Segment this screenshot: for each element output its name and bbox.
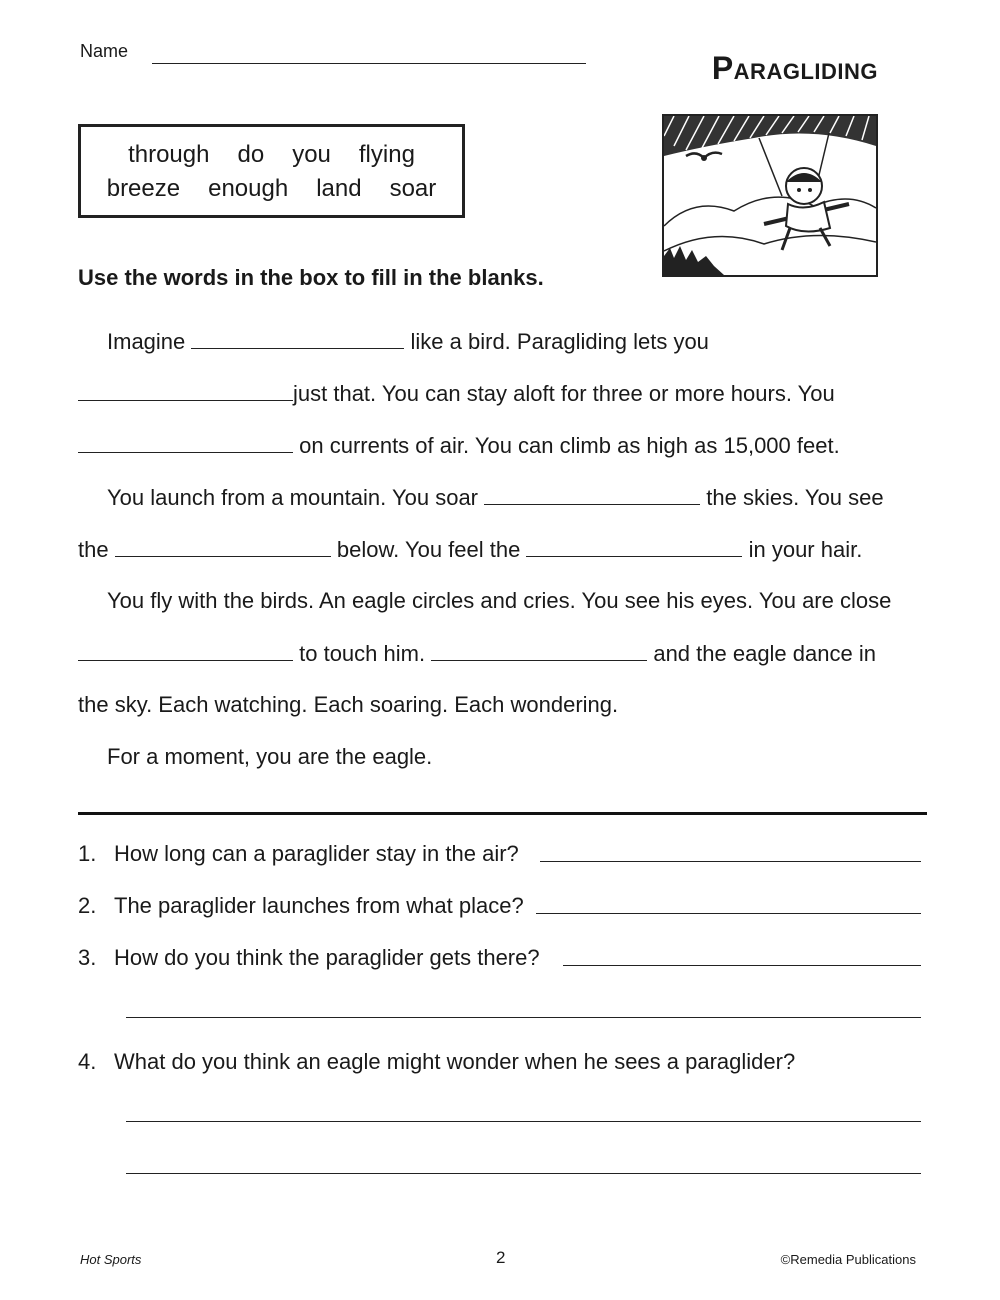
question-text: What do you think an eagle might wonder when he sees a paraglider? [114, 1049, 796, 1074]
answer-line[interactable] [126, 1121, 921, 1122]
word-bank-item: breeze [106, 175, 181, 202]
word-bank-row [81, 141, 462, 169]
passage-text: the skies. You see [706, 485, 884, 510]
answer-line[interactable] [563, 965, 921, 966]
page-title: Paragliding [711, 50, 878, 86]
word-bank-item: through [128, 141, 210, 168]
fill-blank[interactable] [526, 536, 742, 557]
paraglider-illustration [662, 114, 878, 277]
fill-blank[interactable] [78, 432, 293, 453]
answer-line[interactable] [540, 861, 921, 862]
footer-book-title: Hot Sports [80, 1252, 142, 1267]
question-number: 3. [78, 945, 97, 970]
passage-line [107, 484, 884, 511]
word-bank-item: soar [389, 175, 437, 202]
fill-blank[interactable] [191, 328, 404, 349]
passage-text: the [78, 537, 109, 562]
passage-line [107, 328, 709, 355]
question-text: How do you think the paraglider gets there? [114, 945, 540, 970]
word-bank-item: flying [358, 141, 415, 168]
question-2 [78, 893, 524, 919]
question-4 [78, 1049, 795, 1075]
question-number: 2. [78, 893, 97, 918]
paraglider-drawing [664, 116, 876, 275]
passage-line [78, 380, 835, 407]
name-label: Name [80, 41, 129, 61]
passage-text: just that. You can stay aloft for three or more hours. You [293, 381, 835, 406]
passage-text: to touch him. [299, 641, 426, 666]
word-bank-item: do [237, 141, 265, 168]
word-bank-row [81, 175, 462, 203]
passage-text: You launch from a mountain. You soar [107, 485, 479, 510]
fill-blank[interactable] [115, 536, 331, 557]
section-divider [78, 812, 927, 815]
question-3 [78, 945, 540, 971]
word-bank-item: land [316, 175, 362, 202]
name-answer-line[interactable] [152, 63, 586, 64]
question-1 [78, 841, 519, 867]
page-number: 2 [496, 1248, 506, 1267]
answer-line[interactable] [126, 1017, 921, 1018]
passage-text: on currents of air. You can climb as high as 15,000 feet. [299, 433, 840, 458]
question-number: 1. [78, 841, 97, 866]
question-text: The paraglider launches from what place? [114, 893, 524, 918]
word-bank-box [78, 124, 465, 218]
passage-text: like a bird. Paragliding lets you [410, 329, 709, 354]
word-bank-item: you [292, 141, 331, 168]
question-text: How long can a paraglider stay in the air? [114, 841, 519, 866]
answer-line[interactable] [536, 913, 921, 914]
passage-text: the sky. Each watching. Each soaring. Each wondering. [78, 692, 619, 717]
fill-blank[interactable] [78, 640, 293, 661]
passage-line [78, 640, 876, 667]
passage-line [78, 692, 618, 718]
passage-text: Imagine [107, 329, 186, 354]
passage-line [78, 432, 840, 459]
passage-text: and the eagle dance in [653, 641, 876, 666]
passage-line [78, 536, 862, 563]
passage-text: below. You feel the [336, 537, 521, 562]
question-number: 4. [78, 1049, 97, 1074]
passage-line [107, 588, 891, 614]
instructions-heading: Use the words in the box to fill in the blanks. [78, 265, 544, 290]
fill-blank[interactable] [78, 380, 293, 401]
fill-blank[interactable] [431, 640, 647, 661]
word-bank-item: enough [208, 175, 289, 202]
passage-text: in your hair. [748, 537, 863, 562]
passage-text: For a moment, you are the eagle. [107, 744, 433, 769]
passage-text: You fly with the birds. An eagle circles and cries. You see his eyes. You are close [107, 588, 892, 613]
answer-line[interactable] [126, 1173, 921, 1174]
footer-copyright: ©Remedia Publications [780, 1252, 916, 1267]
fill-blank[interactable] [484, 484, 700, 505]
passage-line [107, 744, 432, 770]
